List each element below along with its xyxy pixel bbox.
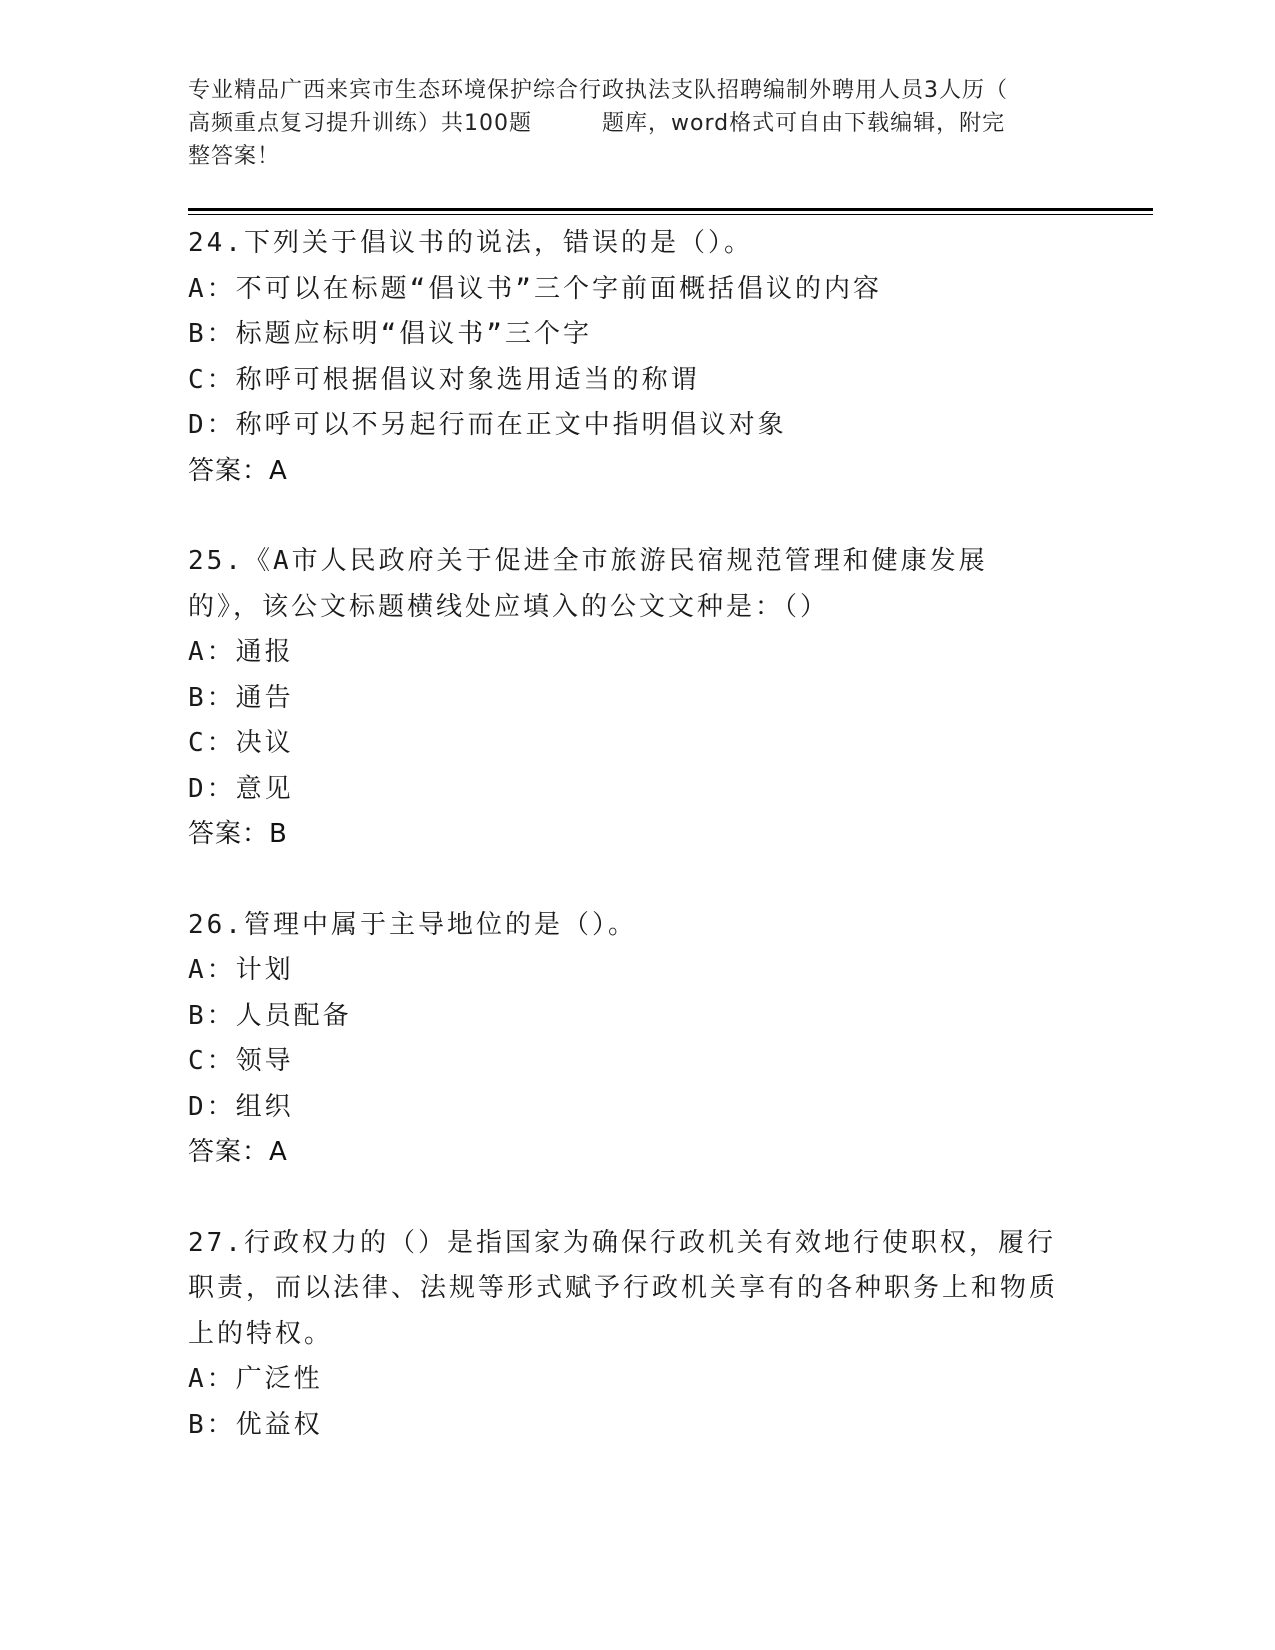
option-c: C：领导: [188, 1046, 294, 1076]
header-line-1: 专业精品广西来宾市生态环境保护综合行政执法支队招聘编制外聘用人员3人历（: [188, 78, 1008, 103]
option-d: D：意见: [188, 773, 294, 804]
option-a: A：不可以在标题“倡议书”三个字前面概括倡议的内容: [188, 273, 882, 304]
option-a: A：广泛性: [188, 1364, 323, 1394]
header-line-2: [188, 107, 1088, 140]
option-a: A：计划: [188, 955, 294, 985]
option-b: B：人员配备: [188, 1000, 352, 1031]
header-line-2-right: 题库，word格式可自由下载编辑，附完: [602, 111, 1006, 136]
question-stem: 26.管理中属于主导地位的是（）。: [188, 909, 637, 940]
question-list: [188, 221, 1088, 1493]
header-divider-thin: [188, 214, 1153, 215]
option-d: D：称呼可以不另起行而在正文中指明倡议对象: [188, 410, 787, 440]
document-header: [188, 74, 1088, 173]
question-stem: 25.《A市人民政府关于促进全市旅游民宿规范管理和健康发展的》，该公文标题横线处应填入的公文文种是：（）: [188, 546, 988, 622]
option-b: B：优益权: [188, 1409, 323, 1440]
option-c: C：决议: [188, 728, 294, 758]
answer-line: 答案：B: [188, 819, 288, 849]
header-divider-thick: [188, 208, 1153, 211]
answer-line: 答案：A: [188, 455, 288, 486]
question-25: [188, 539, 1088, 858]
header-line-2-left: 高频重点复习提升训练）共100题: [188, 111, 532, 136]
option-d: D：组织: [188, 1091, 294, 1122]
question-27: [188, 1221, 1088, 1449]
option-b: B：通告: [188, 682, 294, 713]
question-24: [188, 221, 1088, 494]
header-line-3: 整答案！: [188, 144, 281, 169]
answer-line: 答案：A: [188, 1137, 288, 1167]
question-stem: 24.下列关于倡议书的说法，错误的是（）。: [188, 228, 753, 258]
question-stem: 27.行政权力的（）是指国家为确保行政机关有效地行使职权，履行职责，而以法律、法规等形式赋予行政机关享有的各种职务上和物质上的特权。: [188, 1227, 1059, 1349]
option-a: A：通报: [188, 637, 294, 667]
question-26: [188, 903, 1088, 1176]
option-b: B：标题应标明“倡议书”三个字: [188, 319, 592, 349]
option-c: C：称呼可根据倡议对象选用适当的称谓: [188, 364, 700, 395]
